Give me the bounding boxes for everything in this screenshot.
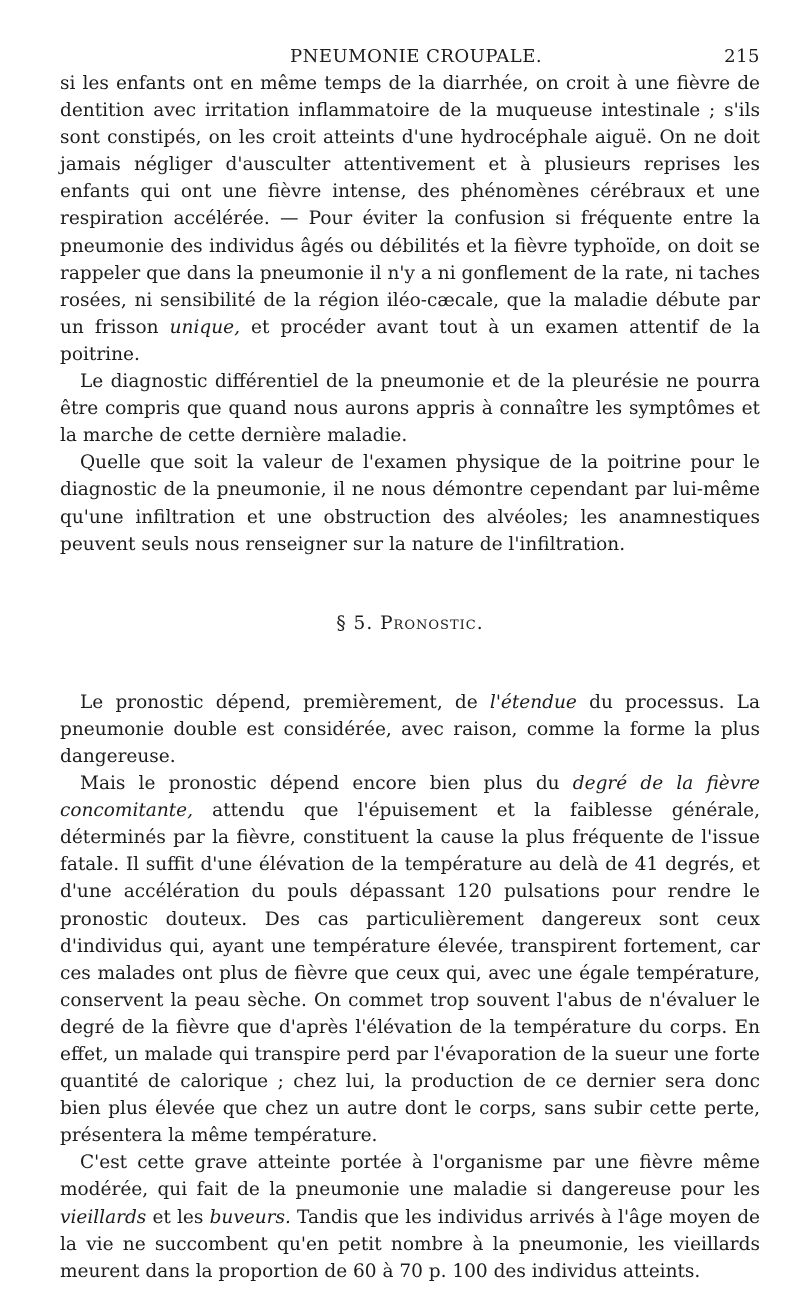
section-number: § 5. [336,612,374,634]
paragraph-5: Mais le pronostic dépend encore bien plus du degré de la fièvre concomitante, attendu que l'épuisement et la faiblesse générale, déterminés par la fièvre, constituent la cause la plus fréquente de l'issue fatale. Il suffit d'une élévation de la température au delà de 41 degrés, et d'une accélération du pouls dépassant 120 pulsations pour rendre le pronostic douteux. Des cas particulièrement dangereux sont ceux d'individus qui, ayant une température élevée, transpirent fortement, car ces malades ont plus de fièvre que ceux qui, avec une égale température, conservent la peau sèche. On commet trop souvent l'abus de n'évaluer le degré de la fièvre que d'après l'élévation de la température du corps. En effet, un malade qui transpire perd par l'évaporation de la sueur une forte quantité de calorique ; chez lui, la production de ce dernier sera donc bien plus élevée que chez un autre dont le corps, sans subir cette perte, présentera la même température. [60,773,760,1147]
running-title: PNEUMONIE CROUPALE. [290,46,543,67]
body-text [60,70,760,1285]
section-title: Pronostic. [380,612,484,634]
paragraph-1: si les enfants ont en même temps de la diarrhée, on croit à une fièvre de dentition avec irritation inflammatoire de la muqueuse intestinale ; s'ils sont constipés, on les croit atteints d'une hydrocéphale aiguë. On ne doit jamais négliger d'ausculter attentivement et à plusieurs reprises les enfants qui ont une fièvre intense, des phénomènes cérébraux et une respiration accélérée. — Pour éviter la confusion si fréquente entre la pneumonie des individus âgés ou débilités et la fièvre typhoïde, on doit se rappeler que dans la pneumonie il n'y a ni gonflement de la rate, ni taches rosées, ni sensibilité de la région iléo-cæcale, que la maladie débute par un frisson unique, et procéder avant tout à un examen attentif de la poitrine. [60,73,760,365]
paragraph-6: C'est cette grave atteinte portée à l'organisme par une fièvre même modérée, qui fait de la pneumonie une maladie si dangereuse pour les vieillards et les buveurs. Tandis que les individus arrivés à l'âge moyen de la vie ne succombent qu'en petit nombre à la pneumonie, les vieillards meurent dans la proportion de 60 à 70 p. 100 des individus atteints. [60,1152,760,1282]
running-head [60,40,760,70]
paragraph-2: Le diagnostic différentiel de la pneumonie et de la pleurésie ne pourra être compris que quand nous aurons appris à connaître les symptômes et la marche de cette dernière maladie. [60,371,760,447]
page-number: 215 [724,46,760,67]
paragraph-3: Quelle que soit la valeur de l'examen physique de la poitrine pour le diagnostic de la pneumonie, il ne nous démontre cependant par lui-même qu'une infiltration et une obstruction des alvéoles; les anamnestiques peuvent seuls nous renseigner sur la nature de l'infiltration. [60,452,760,555]
paragraph-4: Le pronostic dépend, premièrement, de l'étendue du processus. La pneumonie double est considérée, avec raison, comme la forme la plus dangereuse. [60,691,760,767]
section-heading [60,610,760,637]
book-page [60,40,760,1285]
